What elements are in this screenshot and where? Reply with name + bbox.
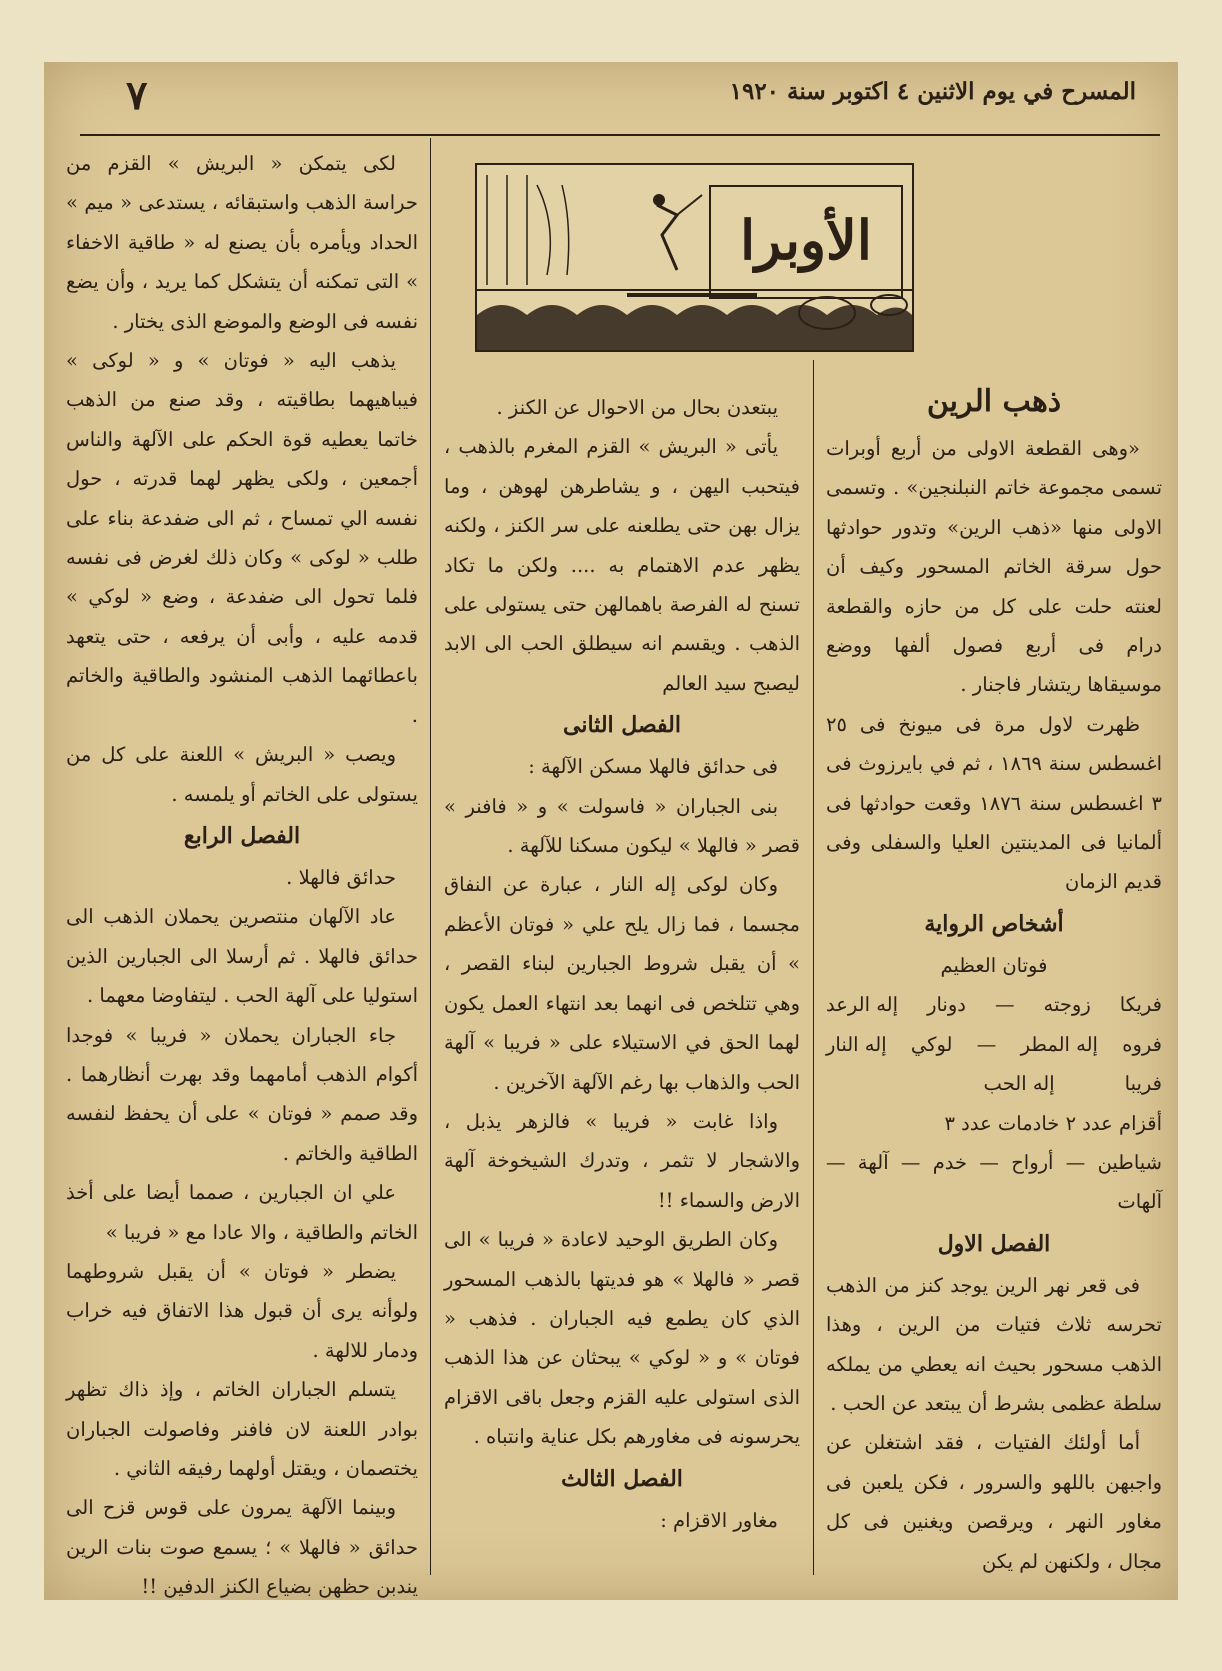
article-paragraph: وبينما الآلهة يمرون على قوس قزح الى حدائق « فالهلا » ؛ يسمع صوت بنات الرين يندبن حظهن بضياع الكنز الدفين !!	[66, 1496, 418, 1599]
act-heading: الفصل الثالث	[561, 1465, 683, 1492]
cast-role: إله الرعد	[826, 993, 899, 1017]
opera-banner-illustration	[475, 163, 914, 352]
cast-role: إله المطر	[1020, 1032, 1098, 1056]
cast-role: إله النار	[826, 1032, 887, 1056]
cast-name: فريبا	[1124, 1072, 1162, 1096]
article-paragraph: «وهى القطعة الاولى من أربع أوبرات تسمى مجموعة خاتم النبلنجين» . وتسمى الاولى منها «ذهب الرين» وتدور حوادثها حول سرقة الخاتم المسحور وكيف أن لعنته حلت على كل من حازه والقطعة درام فى أربع فصول ألفها ووضع موسيقاها ريتشار فاجنار .	[826, 437, 1162, 697]
article-paragraph: فى قعر نهر الرين يوجد كنز من الذهب تحرسه ثلاث فتيات من الرين ، وهذا الذهب مسحور بحيث انه يعطي من يملكه سلطة عظمى بشرط أن يبتعد عن الحب .	[826, 1273, 1162, 1415]
article-paragraph: يذهب اليه « فوتان » و « لوكى » فيباهيهما بطاقيته ، وقد صنع من الذهب خاتما يعطيه قوة الحكم على الآلهة والناس أجمعين ، ولكى يظهر لهما قدرته ، حول نفسه الي تمساح ، ثم الى ضفدعة بناء على طلب « لوكى » وكان ذلك لغرض فى نفسه فلما تحول الى ضفدعة ، وضع « لوكي » قدمه عليه ، وأبى أن يرفعه ، حتى يتعهد باعطائهما الذهب المنشود والطاقية والخاتم .	[66, 349, 418, 727]
column-divider-right	[813, 360, 814, 1575]
article-paragraph: لكى يتمكن « البريش » القزم من حراسة الذهب واستبقائه ، يستدعى « ميم » الحداد ويأمره بأن يصنع له « طاقية الاخفاء » التى تمكنه أن يتشكل كما يريد ، وأن يضع نفسه فى الوضع والموضع الذى يختار .	[66, 152, 418, 333]
section-heading: أشخاص الرواية	[924, 910, 1064, 937]
running-title: المسرح في يوم الاثنين ٤ اكتوبر سنة ١٩٢٠	[729, 78, 1136, 105]
article-paragraph: واذا غابت « فريبا » فالزهر يذبل ، والاشجار لا تثمر ، وتدرك الشيخوخة آلهة الارض والسماء !!	[444, 1109, 800, 1212]
banner-title: الأوبرا	[740, 208, 872, 272]
article-paragraph: يتسلم الجباران الخاتم ، وإذ ذاك تظهر بوادر اللعنة لان فافنر وفاصولت الجباران يختصمان ، ويقتل أولهما رفيقه الثاني .	[66, 1378, 418, 1480]
article-paragraph: يأتى « البريش » القزم المغرم بالذهب ، فيتحبب اليهن ، و يشاطرهن لهوهن ، وما يزال بهن حتى يطلعنه على سر الكنز ، ولكنه يظهر عدم الاهتمام به .... ولكن ما تكاد تسنح له الفرصة باهمالهن حتى يستولى على الذهب . ويقسم انه سيطلق الحب الى الابد ليصبح سيد العالم	[444, 435, 800, 695]
article-paragraph: ويصب « البريش » اللعنة على كل من يستولى على الخاتم أو يلمسه .	[66, 743, 418, 806]
banner-title-box	[709, 185, 903, 299]
act-heading: الفصل الثانى	[563, 712, 681, 739]
cast-name: فروه	[1122, 1032, 1162, 1056]
article-paragraph: أما أولئك الفتيات ، فقد اشتغلن عن واجبهن باللهو والسرور ، فكن يلعبن فى مغاور النهر ، ويرقصن ويغنين فى كل مجال ، ولكنهن لم يكن	[826, 1431, 1162, 1573]
cast-row	[826, 1064, 1162, 1103]
article-paragraph: علي ان الجبارين ، صمما أيضا على أخذ الخاتم والطاقية ، والا عادا مع « فريبا »	[66, 1181, 418, 1244]
middle-column	[444, 388, 800, 1540]
page-number: ٧	[126, 72, 148, 119]
cast-role: إله الحب	[983, 1072, 1055, 1096]
article-paragraph: جاء الجباران يحملان « فريبا » فوجدا أكوام الذهب أمامهما وقد بهرت أنظارهما . وقد صمم « فوتان » على أن يحفظ لنفسه الطاقية والخاتم .	[66, 1023, 418, 1165]
article-paragraph: يبتعدن بحال من الاحوال عن الكنز .	[496, 396, 778, 419]
cast-row: أقزام عدد ٢ خادمات عدد ٣	[944, 1111, 1162, 1135]
column-divider-left	[430, 138, 431, 1575]
article-paragraph: ظهرت لاول مرة فى ميونخ فى ٢٥ اغسطس سنة ١٨٦٩ ، ثم في بايرزوث فى ٣ اغسطس سنة ١٨٧٦ وقعت حوادثها فى ألمانيا فى المدينتين العليا والسفلى وفى قديم الزمان	[826, 712, 1162, 894]
article-paragraph: مغاور الاقزام :	[660, 1508, 778, 1532]
act-heading: الفصل الاول	[937, 1230, 1051, 1257]
article-title: ذهب الرين	[926, 384, 1062, 419]
page-header	[56, 70, 1166, 130]
cast-name: فريكا	[1119, 993, 1162, 1017]
left-column	[66, 144, 418, 1607]
cast-name: دونار	[927, 993, 966, 1017]
cast-dash: —	[994, 993, 1015, 1017]
article-paragraph: يضطر « فوتان » أن يقبل شروطهما ولوأنه يرى أن قبول هذا الاتفاق فيه خراب ودمار للالهة .	[66, 1259, 418, 1362]
header-rule	[80, 134, 1160, 136]
cast-row: شياطين — أرواح — خدم — آلهة — آلهات	[826, 1150, 1162, 1214]
cast-lead: فوتان العظيم	[940, 953, 1048, 977]
article-paragraph: وكان الطريق الوحيد لاعادة « فريبا » الى قصر « فالهلا » هو فديتها بالذهب المسحور الذي كان يطمع فيه الجباران . فذهب « فوتان » و « لوكي » يبحثان عن هذا الذهب الذى استولى عليه القزم وجعل باقى الاقزام يحرسونه فى مغاورهم بكل عناية وانتباه .	[444, 1228, 800, 1449]
article-paragraph: فى حدائق فالهلا مسكن الآلهة :	[528, 755, 778, 779]
cast-row	[826, 1025, 1162, 1064]
article-paragraph: وكان لوكى إله النار ، عبارة عن النفاق مجسما ، فما زال يلح علي « فوتان الأعظم » أن يقبل شروط الجبارين لبناء القصر ، وهي تتلخص فى انهما بعد انتهاء العمل يكون لهما الحق في الاستيلاء على « فريبا » آلهة الحب والذهاب بها رغم الآلهة الآخرين .	[444, 873, 800, 1094]
cast-row	[826, 985, 1162, 1024]
right-column	[826, 375, 1162, 1581]
cast-role: زوجته	[1043, 993, 1091, 1017]
act-heading: الفصل الرابع	[183, 822, 301, 849]
article-paragraph: حدائق فالهلا .	[286, 865, 396, 889]
article-paragraph: بنى الجباران « فاسولت » و « فافنر » قصر « فالهلا » ليكون مسكنا للآلهة .	[444, 794, 800, 858]
cast-name: لوكي	[910, 1032, 953, 1056]
cast-dash: —	[976, 1032, 997, 1056]
article-paragraph: عاد الآلهان منتصرين يحملان الذهب الى حدائق فالهلا . ثم أرسلا الى الجبارين الذين استوليا على آلهة الحب . ليتفاوضا معهما .	[66, 905, 418, 1008]
